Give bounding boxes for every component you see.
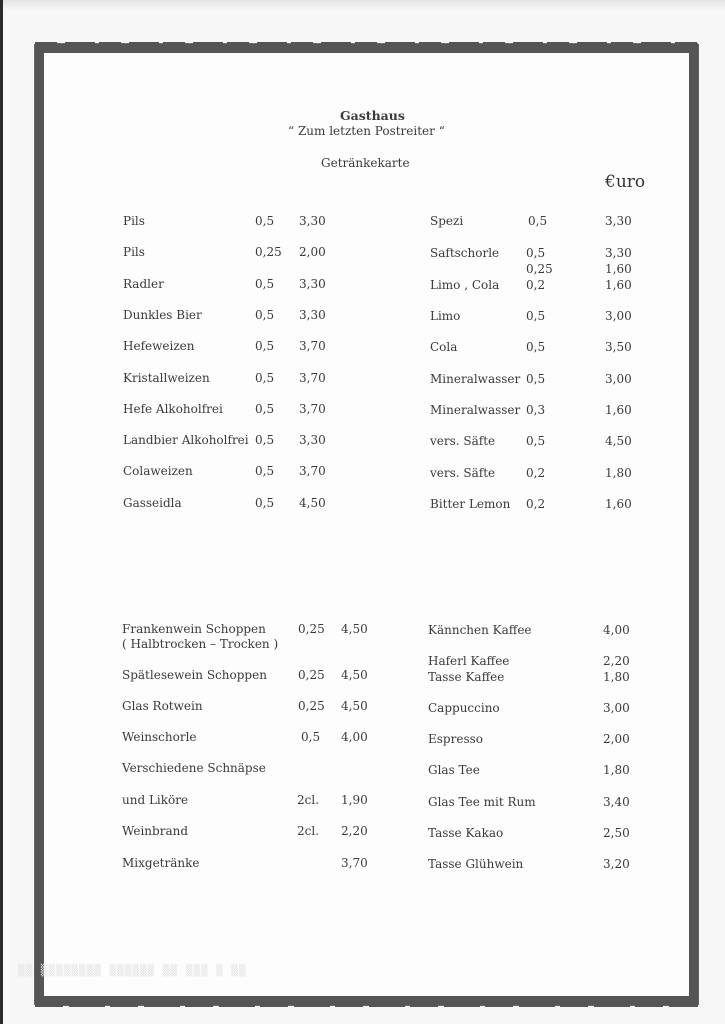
item-size: 0,2 bbox=[526, 278, 546, 292]
item-name: Pils bbox=[123, 214, 145, 228]
item-name: Kännchen Kaffee bbox=[428, 623, 532, 637]
item-price: 2,50 bbox=[603, 826, 630, 840]
item-note: ( Halbtrocken – Trocken ) bbox=[122, 637, 279, 651]
item-price: 3,30 bbox=[605, 246, 632, 260]
show-through-text: ▒▒ ▒▒▒▒▒▒▒▒ ▒▒▒▒▒▒ ▒▒ ▒▒▒ ▒ ▒▒ bbox=[18, 964, 247, 977]
currency-label: €uro bbox=[605, 172, 646, 192]
item-size: 0,5 bbox=[255, 402, 275, 416]
item-name: Glas Tee bbox=[428, 763, 480, 777]
item-price: 2,00 bbox=[603, 732, 630, 746]
item-size: 0,5 bbox=[255, 277, 275, 291]
item-size: 0,5 bbox=[255, 371, 275, 385]
item-price: 2,20 bbox=[603, 654, 630, 668]
item-name: Cola bbox=[430, 340, 458, 354]
item-price: 4,50 bbox=[341, 668, 368, 682]
item-name: Dunkles Bier bbox=[123, 308, 202, 322]
item-name: Frankenwein Schoppen bbox=[122, 622, 266, 636]
item-price: 1,60 bbox=[605, 278, 632, 292]
item-price: 4,50 bbox=[605, 434, 632, 448]
item-name: Glas Tee mit Rum bbox=[428, 795, 536, 809]
item-size: 0,25 bbox=[255, 245, 282, 259]
item-price: 2,20 bbox=[341, 824, 368, 838]
item-price: 4,50 bbox=[341, 699, 368, 713]
item-price: 1,60 bbox=[605, 403, 632, 417]
scan-shadow bbox=[3, 0, 725, 10]
item-name: vers. Säfte bbox=[430, 434, 496, 448]
item-price: 2,00 bbox=[299, 245, 326, 259]
item-price: 3,30 bbox=[299, 433, 326, 447]
item-name: vers. Säfte bbox=[430, 466, 496, 480]
item-name: Pils bbox=[123, 245, 145, 259]
item-name: Landbier Alkoholfrei bbox=[123, 433, 249, 447]
item-price: 1,80 bbox=[603, 763, 630, 777]
item-name: Saftschorle bbox=[430, 246, 500, 260]
item-name: Haferl Kaffee bbox=[428, 654, 510, 668]
item-price: 1,80 bbox=[603, 670, 630, 684]
item-name: Kristallweizen bbox=[123, 371, 210, 385]
item-name: Bitter Lemon bbox=[430, 497, 511, 511]
item-price: 3,70 bbox=[299, 339, 326, 353]
item-size: 0,25 bbox=[526, 262, 553, 276]
item-name: Hefeweizen bbox=[123, 339, 195, 353]
item-name: Tasse Kaffee bbox=[428, 670, 505, 684]
item-name: und Liköre bbox=[122, 793, 189, 807]
item-name: Mineralwasser bbox=[430, 372, 521, 386]
item-size: 0,25 bbox=[298, 622, 325, 636]
item-price: 3,20 bbox=[603, 857, 630, 871]
item-price: 3,00 bbox=[605, 372, 632, 386]
item-size: 0,5 bbox=[255, 464, 275, 478]
item-name: Limo , Cola bbox=[430, 278, 500, 292]
item-name: Mixgetränke bbox=[122, 856, 200, 870]
item-name: Weinbrand bbox=[122, 824, 189, 838]
item-price: 3,30 bbox=[605, 214, 632, 228]
item-price: 3,00 bbox=[605, 309, 632, 323]
restaurant-subtitle: “ Zum letzten Postreiter “ bbox=[288, 124, 445, 138]
item-name: Tasse Glühwein bbox=[428, 857, 524, 871]
item-price: 3,40 bbox=[603, 795, 630, 809]
item-name: Verschiedene Schnäpse bbox=[122, 761, 266, 775]
item-size: 0,2 bbox=[526, 497, 546, 511]
item-price: 3,70 bbox=[299, 371, 326, 385]
scan-edge bbox=[0, 0, 3, 1024]
item-name: Spätlesewein Schoppen bbox=[122, 668, 267, 682]
restaurant-name: Gasthaus bbox=[340, 108, 405, 123]
item-name: Spezi bbox=[430, 214, 464, 228]
item-name: Gasseidla bbox=[123, 496, 182, 510]
item-price: 3,30 bbox=[299, 214, 326, 228]
item-name: Hefe Alkoholfrei bbox=[123, 402, 223, 416]
item-size: 0,5 bbox=[255, 214, 275, 228]
item-size: 0,25 bbox=[298, 699, 325, 713]
item-size: 0,5 bbox=[526, 246, 546, 260]
item-price: 1,60 bbox=[605, 262, 632, 276]
item-size: 0,5 bbox=[255, 339, 275, 353]
item-price: 3,70 bbox=[299, 402, 326, 416]
item-size: 0,25 bbox=[298, 668, 325, 682]
frame-rough-edge-top bbox=[35, 42, 698, 45]
item-size: 0,2 bbox=[526, 466, 546, 480]
item-name: Mineralwasser bbox=[430, 403, 521, 417]
item-name: Colaweizen bbox=[123, 464, 193, 478]
item-size: 0,5 bbox=[301, 730, 321, 744]
item-price: 3,30 bbox=[299, 308, 326, 322]
item-size: 0,5 bbox=[526, 309, 546, 323]
item-price: 4,50 bbox=[299, 496, 326, 510]
item-size: 0,5 bbox=[255, 496, 275, 510]
item-size: 0,3 bbox=[526, 403, 546, 417]
item-name: Weinschorle bbox=[122, 730, 197, 744]
item-price: 4,50 bbox=[341, 622, 368, 636]
item-name: Cappuccino bbox=[428, 701, 500, 715]
item-name: Glas Rotwein bbox=[122, 699, 203, 713]
item-size: 0,5 bbox=[526, 434, 546, 448]
item-size: 0,5 bbox=[526, 372, 546, 386]
item-size: 2cl. bbox=[297, 824, 320, 838]
item-price: 4,00 bbox=[603, 623, 630, 637]
item-size: 0,5 bbox=[528, 214, 548, 228]
item-name: Espresso bbox=[428, 732, 483, 746]
item-price: 3,50 bbox=[605, 340, 632, 354]
item-price: 4,00 bbox=[341, 730, 368, 744]
item-size: 0,5 bbox=[255, 433, 275, 447]
item-size: 0,5 bbox=[255, 308, 275, 322]
item-price: 3,70 bbox=[341, 856, 368, 870]
item-name: Tasse Kakao bbox=[428, 826, 504, 840]
item-name: Radler bbox=[123, 277, 164, 291]
item-name: Limo bbox=[430, 309, 461, 323]
menu-title: Getränkekarte bbox=[321, 156, 410, 170]
item-price: 1,90 bbox=[341, 793, 368, 807]
frame-rough-edge-bottom bbox=[35, 1004, 698, 1007]
item-size: 2cl. bbox=[297, 793, 320, 807]
item-price: 3,30 bbox=[299, 277, 326, 291]
item-price: 3,00 bbox=[603, 701, 630, 715]
item-price: 1,60 bbox=[605, 497, 632, 511]
item-price: 3,70 bbox=[299, 464, 326, 478]
item-price: 1,80 bbox=[605, 466, 632, 480]
item-size: 0,5 bbox=[526, 340, 546, 354]
